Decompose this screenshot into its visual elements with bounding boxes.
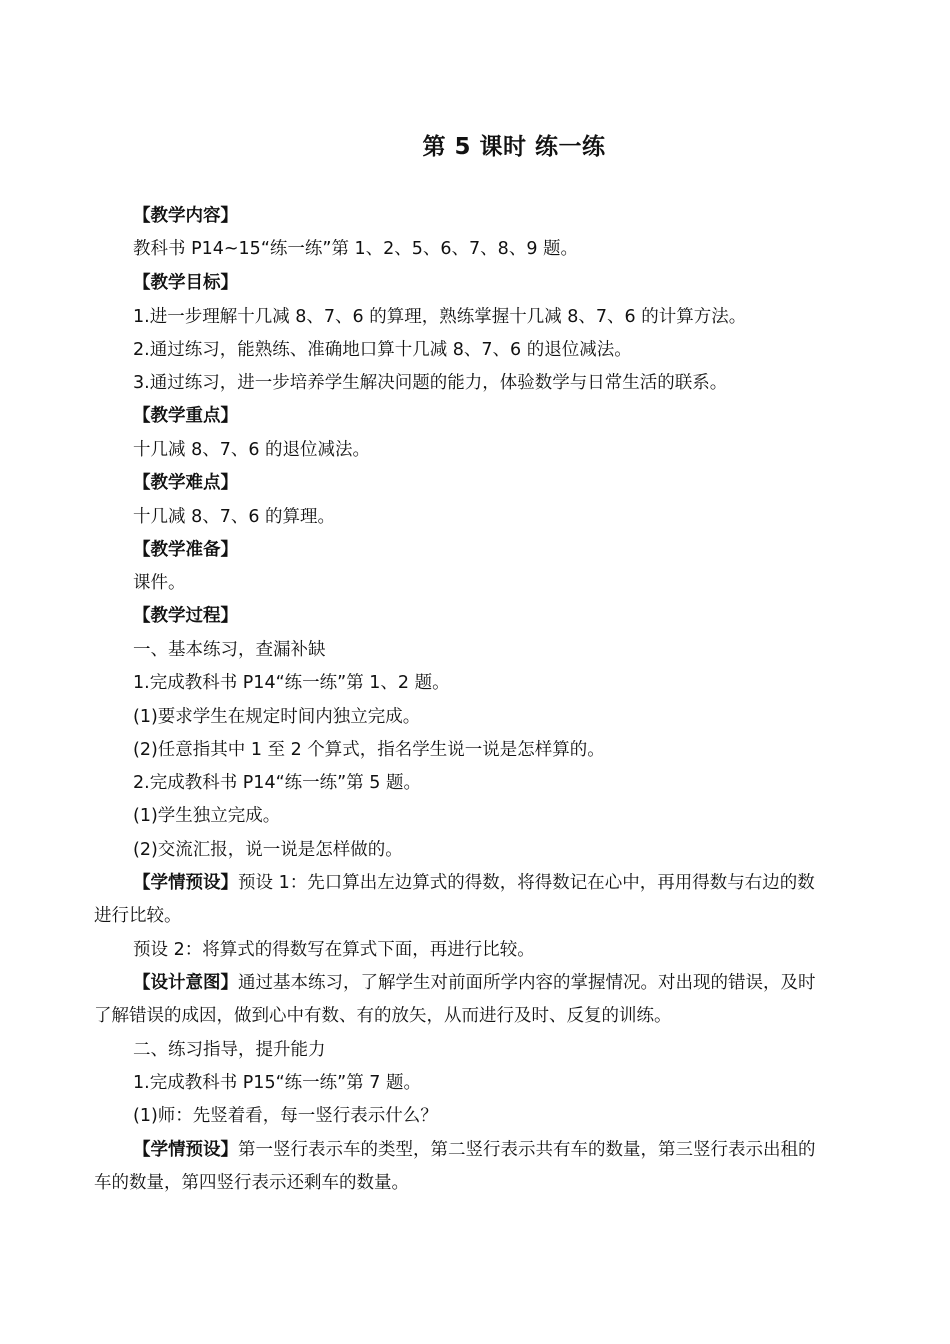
prediction-2: 预设 2：将算式的得数写在算式下面，再进行比较。 <box>133 940 535 960</box>
section-2-title: 二、练习指导，提升能力 <box>133 1040 326 1060</box>
process-item-2: 2.完成教科书 P14“练一练”第 5 题。 <box>133 773 421 793</box>
prediction-3-line-1: 【学情预设】第一竖行表示车的类型，第二竖行表示共有车的数量，第三竖行表示出租的 <box>133 1140 816 1160</box>
prediction-label: 【学情预设】 <box>133 873 238 893</box>
heading-process: 【教学过程】 <box>133 606 238 626</box>
key-points-text: 十几减 8、7、6 的退位减法。 <box>133 440 371 460</box>
difficulties-text: 十几减 8、7、6 的算理。 <box>133 507 336 527</box>
prediction-3-line-2: 车的数量，第四竖行表示还剩车的数量。 <box>94 1173 409 1193</box>
section-1-title: 一、基本练习，查漏补缺 <box>133 640 326 660</box>
process-item-2b: (2)交流汇报，说一说是怎样做的。 <box>133 840 403 860</box>
heading-content: 【教学内容】 <box>133 206 238 226</box>
process-item-1a: (1)要求学生在规定时间内独立完成。 <box>133 707 421 727</box>
goal-2: 2.通过练习，能熟练、准确地口算十几减 8、7、6 的退位减法。 <box>133 340 632 360</box>
heading-preparation: 【教学准备】 <box>133 540 238 560</box>
content-text: 教科书 P14~15“练一练”第 1、2、5、6、7、8、9 题。 <box>133 239 579 259</box>
goal-3: 3.通过练习，进一步培养学生解决问题的能力，体验数学与日常生活的联系。 <box>133 373 728 393</box>
heading-key-points: 【教学重点】 <box>133 406 238 426</box>
heading-goals: 【教学目标】 <box>133 273 238 293</box>
preparation-text: 课件。 <box>133 573 186 593</box>
heading-difficulties: 【教学难点】 <box>133 473 238 493</box>
page-title: 第 5 课时 练一练 <box>422 134 606 160</box>
design-intent-label: 【设计意图】 <box>133 973 238 993</box>
process-item-3a: (1)师：先竖着看，每一竖行表示什么？ <box>133 1106 438 1126</box>
design-intent-line-1: 【设计意图】通过基本练习，了解学生对前面所学内容的掌握情况。对出现的错误，及时 <box>133 973 816 993</box>
goal-1: 1.进一步理解十几减 8、7、6 的算理，熟练掌握十几减 8、7、6 的计算方法。 <box>133 307 747 327</box>
process-item-3: 1.完成教科书 P15“练一练”第 7 题。 <box>133 1073 421 1093</box>
prediction-1-line-2: 进行比较。 <box>94 906 182 926</box>
prediction-label: 【学情预设】 <box>133 1140 238 1160</box>
design-intent-line-2: 了解错误的成因，做到心中有数、有的放矢，从而进行及时、反复的训练。 <box>94 1006 672 1026</box>
process-item-2a: (1)学生独立完成。 <box>133 806 281 826</box>
process-item-1b: (2)任意指其中 1 至 2 个算式，指名学生说一说是怎样算的。 <box>133 740 605 760</box>
process-item-1: 1.完成教科书 P14“练一练”第 1、2 题。 <box>133 673 450 693</box>
prediction-1-line-1: 【学情预设】预设 1：先口算出左边算式的得数，将得数记在心中，再用得数与右边的数 <box>133 873 815 893</box>
